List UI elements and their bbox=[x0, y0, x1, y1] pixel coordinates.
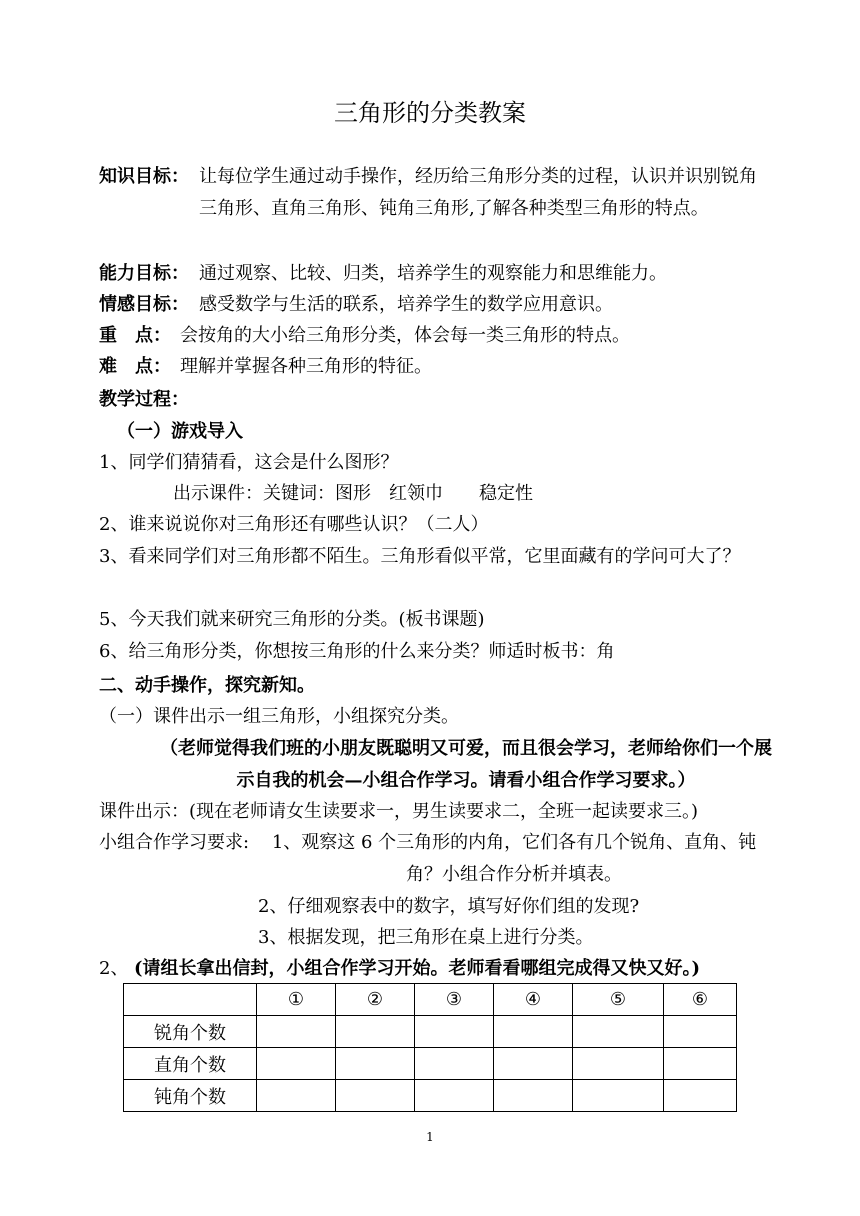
table-cell[interactable] bbox=[664, 1080, 737, 1112]
table-cell[interactable] bbox=[415, 1080, 494, 1112]
difficulty-label: 难 点： bbox=[99, 356, 171, 377]
teacher-quote: （老师觉得我们班的小朋友既聪明又可爱，而且很会学习，老师给你们一个展示自我的机会—小组合作学习。请看小组合作学习要求。） bbox=[160, 738, 772, 791]
requirement-3: 3、根据发现，把三角形在桌上进行分类。 bbox=[258, 927, 594, 948]
key-point-text: 会按角的大小给三角形分类，体会每一类三角形的特点。 bbox=[180, 325, 630, 346]
table-cell[interactable] bbox=[336, 1048, 415, 1080]
requirement-2: 2、仔细观察表中的数字，填写好你们组的发现? bbox=[258, 896, 640, 917]
emotion-text: 感受数学与生活的联系，培养学生的数学应用意识。 bbox=[199, 294, 613, 315]
table-cell[interactable] bbox=[573, 1080, 664, 1112]
angle-count-table bbox=[123, 983, 737, 1112]
table-cell[interactable] bbox=[257, 1048, 336, 1080]
table-cell[interactable] bbox=[257, 1080, 336, 1112]
table-cell[interactable] bbox=[336, 1080, 415, 1112]
step-2b: (请组长拿出信封，小组合作学习开始。老师看看哪组完成得又快又好。) bbox=[134, 958, 701, 979]
step-2b-prefix: 2、 bbox=[99, 958, 129, 979]
table-header-cell: ① bbox=[257, 984, 336, 1016]
difficulty-text: 理解并掌握各种三角形的特征。 bbox=[180, 356, 432, 377]
row-label: 锐角个数 bbox=[124, 1016, 257, 1048]
table-cell[interactable] bbox=[415, 1016, 494, 1048]
table-header-cell: ⑤ bbox=[573, 984, 664, 1016]
table-header-cell: ③ bbox=[415, 984, 494, 1016]
knowledge-text: 让每位学生通过动手操作，经历给三角形分类的过程，认识并识别锐角三角形、直角三角形、钝角三角形,了解各种类型三角形的特点。 bbox=[199, 166, 757, 219]
table-header-cell: ④ bbox=[494, 984, 573, 1016]
table-header-cell: ⑥ bbox=[664, 984, 737, 1016]
step-5: 5、今天我们就来研究三角形的分类。(板书课题) bbox=[99, 609, 485, 630]
ability-text: 通过观察、比较、归类，培养学生的观察能力和思维能力。 bbox=[199, 263, 667, 284]
courseware-text: 课件出示：(现在老师请女生读要求一，男生读要求二，全班一起读要求三。) bbox=[99, 801, 699, 822]
table-cell[interactable] bbox=[494, 1016, 573, 1048]
knowledge-label: 知识目标： bbox=[99, 166, 189, 187]
table-header-cell bbox=[124, 984, 257, 1016]
table-header-cell: ② bbox=[336, 984, 415, 1016]
page-number: 1 bbox=[426, 1130, 434, 1144]
step-2: 2、谁来说说你对三角形还有哪些认识？（二人） bbox=[99, 514, 489, 535]
table-cell[interactable] bbox=[415, 1048, 494, 1080]
table-cell[interactable] bbox=[573, 1048, 664, 1080]
requirements-label: 小组合作学习要求: bbox=[99, 832, 250, 853]
process-heading: 教学过程： bbox=[99, 389, 189, 410]
key-point-label: 重 点： bbox=[99, 325, 171, 346]
step-1-sub: 出示课件：关键词：图形 红领巾 稳定性 bbox=[173, 483, 533, 504]
step-1: 1、同学们猜猜看，这会是什么图形？ bbox=[99, 452, 399, 473]
table-cell[interactable] bbox=[664, 1016, 737, 1048]
table-header-row bbox=[124, 984, 737, 1016]
table-row bbox=[124, 1048, 737, 1080]
table-row bbox=[124, 1080, 737, 1112]
table-row bbox=[124, 1016, 737, 1048]
step-3: 3、看来同学们对三角形都不陌生。三角形看似平常，它里面藏有的学问可大了？ bbox=[99, 546, 741, 567]
row-label: 直角个数 bbox=[124, 1048, 257, 1080]
step-6: 6、给三角形分类，你想按三角形的什么来分类？师适时板书：角 bbox=[99, 641, 615, 662]
row-label: 钝角个数 bbox=[124, 1080, 257, 1112]
table-cell[interactable] bbox=[664, 1048, 737, 1080]
table-cell[interactable] bbox=[494, 1048, 573, 1080]
table-cell[interactable] bbox=[336, 1016, 415, 1048]
ability-label: 能力目标： bbox=[99, 263, 189, 284]
section2-heading: 二、动手操作，探究新知。 bbox=[99, 675, 315, 696]
section1-heading: （一）游戏导入 bbox=[117, 421, 243, 442]
sub-section-1: （一）课件出示一组三角形，小组探究分类。 bbox=[99, 706, 459, 727]
emotion-label: 情感目标： bbox=[99, 294, 189, 315]
table-cell[interactable] bbox=[257, 1016, 336, 1048]
requirement-1: 1、观察这 6 个三角形的内角，它们各有几个锐角、直角、钝角？小组合作分析并填表。 bbox=[271, 832, 757, 885]
table-cell[interactable] bbox=[494, 1080, 573, 1112]
page-title: 三角形的分类教案 bbox=[334, 99, 526, 127]
table-cell[interactable] bbox=[573, 1016, 664, 1048]
